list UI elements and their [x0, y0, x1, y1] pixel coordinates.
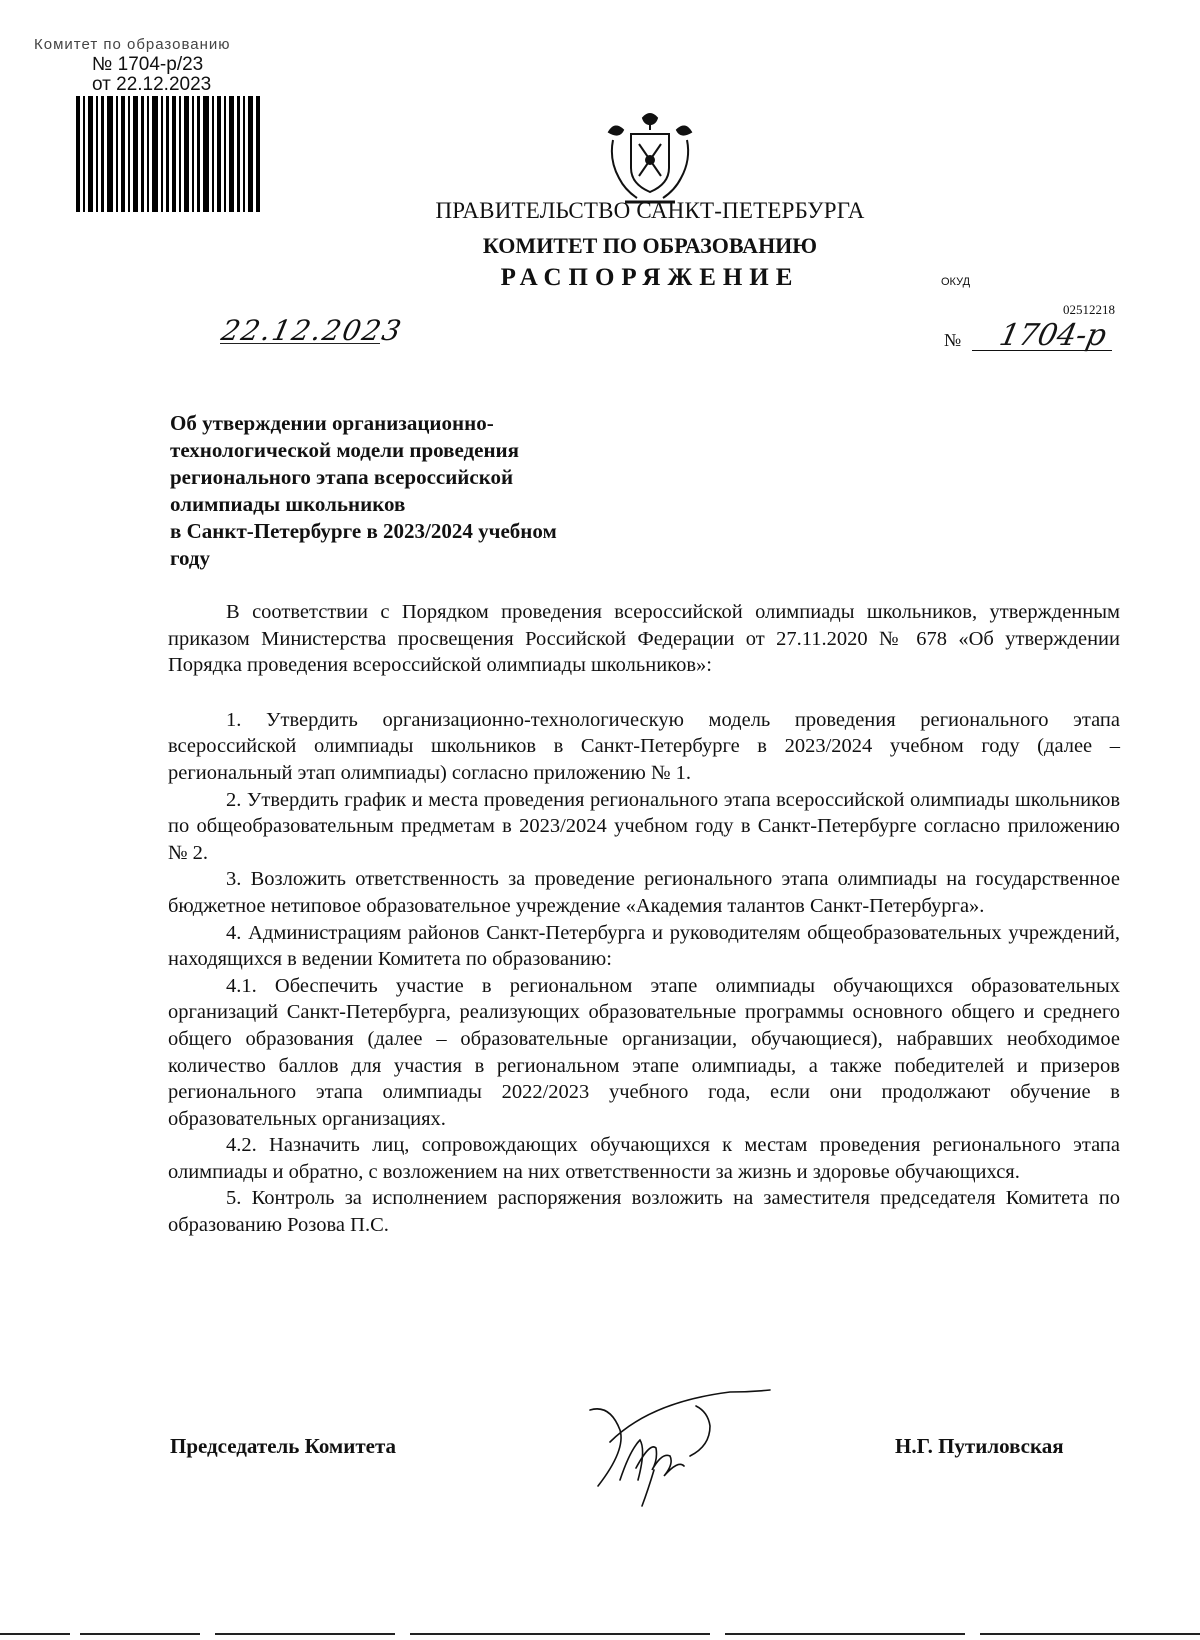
okud-label: ОКУД [941, 276, 971, 288]
committee-title: КОМИТЕТ ПО ОБРАЗОВАНИЮ [482, 233, 818, 258]
document-number: 1704-р [996, 318, 1110, 353]
item-3: 3. Возложить ответственность за проведение регионального этапа олимпиады на государственное бюджетное нетиповое образовательное учреждение «Академия талантов Санкт-Петербурга». [168, 868, 1120, 917]
item-4-2: 4.2. Назначить лиц, сопровождающих обучающихся к местам проведения регионального этапа олимпиады и обратно, с возложением на них ответственности за жизнь и здоровье обучающихся. [168, 1134, 1120, 1183]
item-2: 2. Утвердить график и места проведения регионального этапа всероссийской олимпиады школьников по общеобразовательным предметам в 2023/2024 учебном году в Санкт-Петербурге согласно приложению № 2. [168, 788, 1120, 864]
document-body [168, 599, 1120, 1239]
item-4: 4. Администрациям районов Санкт-Петербурга и руководителям общеобразовательных учреждений, находящихся в ведении Комитета по образованию: [168, 921, 1120, 971]
item-4-1: 4.1. Обеспечить участие в региональном этапе олимпиады обучающихся образовательных организаций Санкт-Петербурга, реализующих образовательные программы основного общего и среднего общего образования (далее – образовательные организации, обучающиеся), набравших необходимое количество баллов для участия в региональном этапе олимпиады, а также победителей и призеров регионального этапа олимпиады 2022/2023 учебного года, если они продолжают обучение в образовательных организациях. [168, 974, 1120, 1130]
signatory-name: Н.Г. Путиловская [895, 1434, 1064, 1458]
item-5: 5. Контроль за исполнением распоряжения возложить на заместителя председателя Комитета по образованию Розова П.С. [168, 1187, 1120, 1237]
item-1: 1. Утвердить организационно-технологическую модель проведения регионального этапа всероссийской олимпиады школьников в Санкт-Петербурге в 2023/2024 учебном году (далее – региональный этап олимпиады) согласно приложению № 1. [168, 708, 1120, 784]
stamp-organization: Комитет по образованию [34, 36, 231, 53]
subject-line: технологической модели проведения [170, 438, 520, 462]
subject-line: году [170, 546, 211, 570]
coat-of-arms-icon [605, 110, 695, 210]
stamp-number: № 1704-р/23 [92, 54, 204, 75]
government-title: ПРАВИТЕЛЬСТВО САНКТ-ПЕТЕРБУРГА [435, 198, 865, 223]
document-subject [170, 410, 650, 572]
subject-line: олимпиады школьников [170, 492, 406, 516]
stamp-date: от 22.12.2023 [92, 74, 212, 95]
okud-code: 02512218 [1063, 302, 1115, 317]
signatory-position: Председатель Комитета [170, 1434, 397, 1458]
preamble: В соответствии с Порядком проведения всероссийской олимпиады школьников, утвержденным приказом Министерства просвещения Российской Федерации от 27.11.2020 № 678 «Об утверждении Порядка проведения всероссийской олимпиады школьников»: [168, 601, 1120, 677]
barcode-icon [76, 96, 260, 212]
handwritten-signature [570, 1380, 780, 1510]
document-type: РАСПОРЯЖЕНИЕ [500, 264, 800, 291]
document-date: 22.12.2023 [218, 314, 406, 347]
subject-line: в Санкт-Петербурге в 2023/2024 учебном [170, 519, 557, 543]
subject-line: Об утверждении организационно- [170, 411, 494, 435]
number-label: № [944, 330, 962, 350]
subject-line: регионального этапа всероссийской [170, 465, 514, 489]
date-underline [220, 343, 380, 344]
page-edge-rule [0, 1632, 1200, 1636]
